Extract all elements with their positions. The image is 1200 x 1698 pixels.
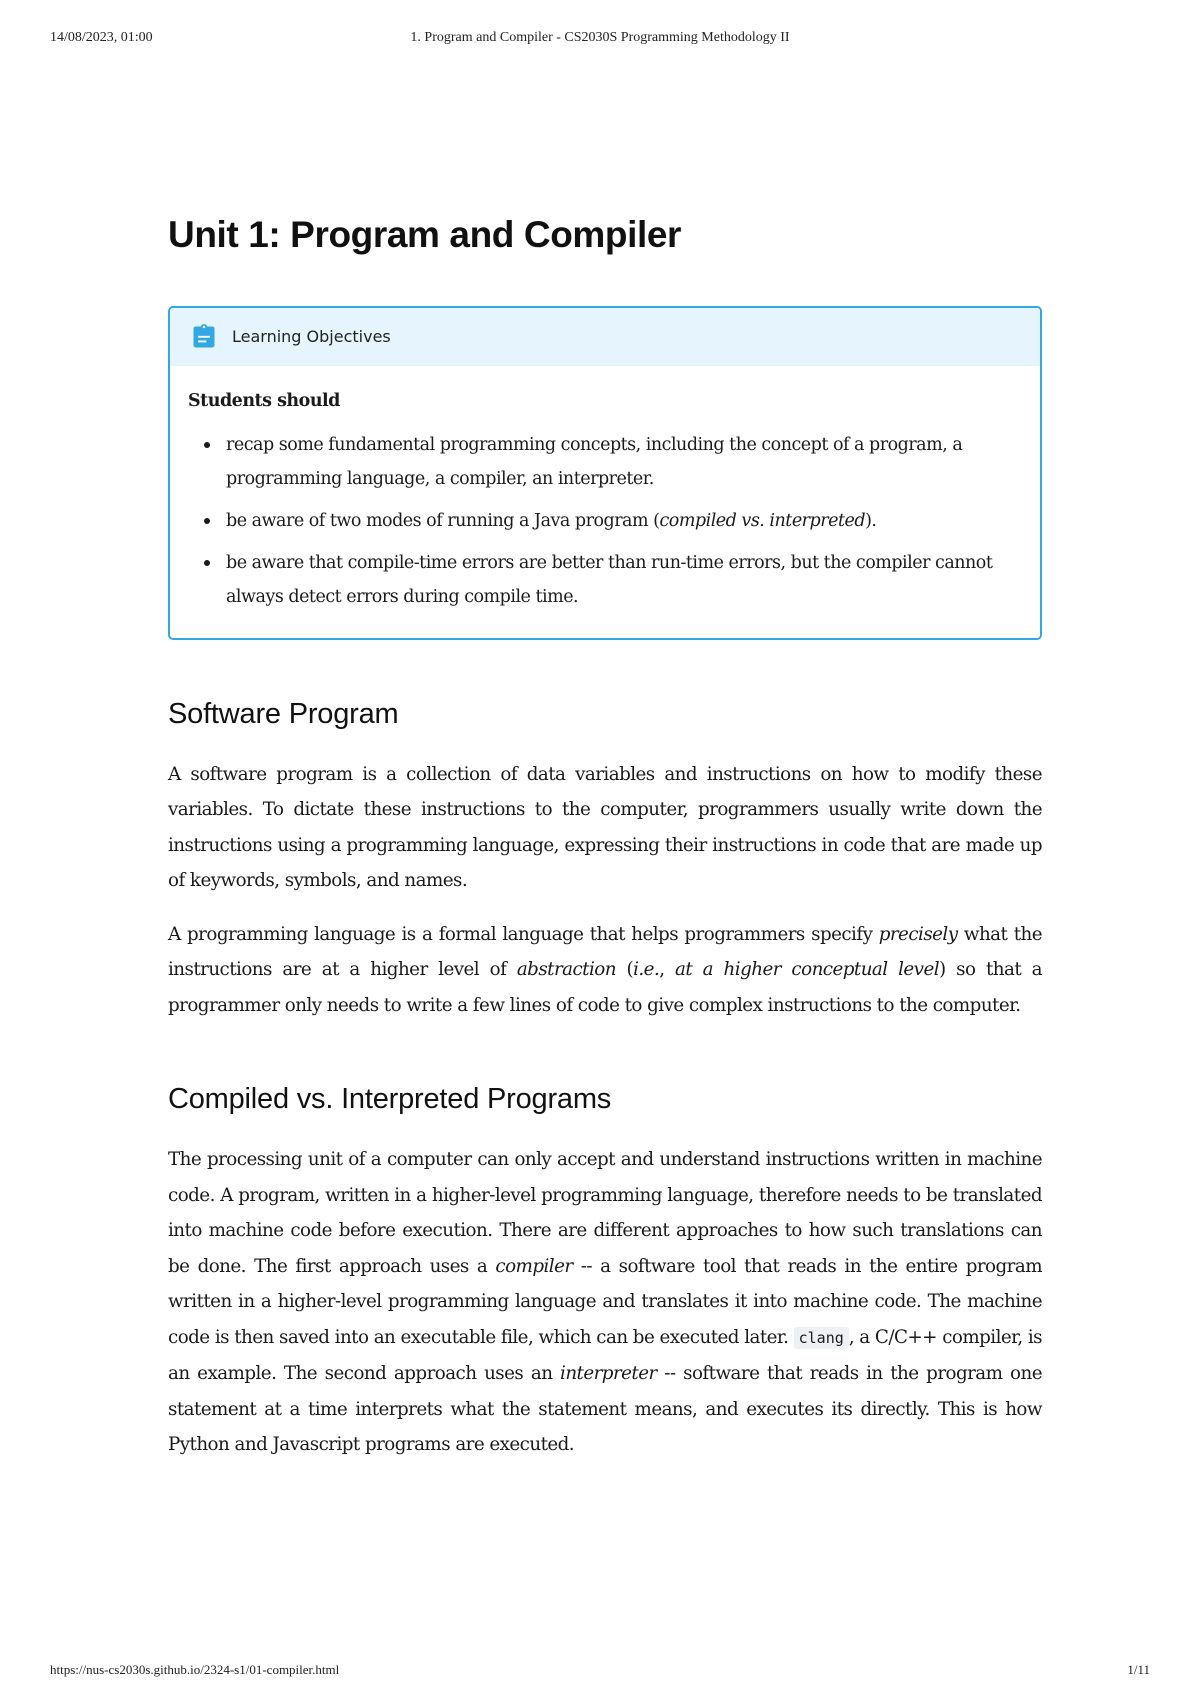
clipboard-icon [190,323,218,351]
learning-objectives-body [170,366,1040,638]
paragraph-text: A programming language is a formal language that helps programmers specify [168,923,879,945]
learning-objectives-box [168,306,1042,640]
inline-code-clang: clang [794,1327,849,1349]
page-title: Unit 1: Program and Compiler [168,214,682,255]
bullet-dot [204,442,210,448]
page-url: https://nus-cs2030s.github.io/2324-s1/01-compiler.html [50,1662,340,1677]
section-heading-software-program: Software Program [168,697,399,730]
paragraph-text: , a C/C++ compiler, is an example. The second approach uses an [168,1326,1042,1385]
section-heading-compiled-vs-interpreted: Compiled vs. Interpreted Programs [168,1083,612,1116]
objective-item [188,504,1020,538]
paragraph-text: , [659,959,675,981]
learning-objectives-header [170,308,1040,366]
paragraph-text: -- a software tool that reads in the entire program written in a higher-level programming language and translates it into machine code. The machine code is then saved into an executable file, which can be executed later. [168,1255,1042,1348]
emphasis-text: interpreter [560,1363,657,1385]
objective-item [188,546,1020,614]
bullet-dot [204,518,210,524]
objectives-list [188,428,1020,614]
emphasis-text: i.e. [633,959,660,981]
objective-text: ). [865,510,877,531]
paragraph-text: The processing unit of a computer can only accept and understand instructions written in machine code. A program, written in a higher-level programming language, therefore needs to be translated into machine code before execution. There are different approaches to how such translations can be done. The first approach uses a [168,1149,1042,1277]
objective-text: be aware of two modes of running a Java program ( [226,510,660,531]
compiled-vs-interpreted-paragraph [168,1142,1042,1463]
objective-item [188,428,1020,496]
page-content [168,215,1042,1463]
paragraph-text: -- software that reads in the program one statement at a time interprets what the statement means, and executes its directly. This is how Python and Javascript programs are executed. [168,1363,1042,1456]
software-program-paragraph-1 [168,757,1042,899]
objective-text: be aware that compile-time errors are better than run-time errors, but the compiler cannot always detect errors during compile time. [226,552,993,607]
objective-text: recap some fundamental programming concepts, including the concept of a program, a programming language, a compiler, an interpreter. [226,434,963,489]
software-program-paragraph-2 [168,917,1042,1024]
page-number: 1/11 [1127,1662,1150,1677]
print-footer [50,1662,1150,1682]
learning-objectives-title: Learning Objectives [232,327,391,347]
objective-emphasis: compiled vs. interpreted [659,510,866,531]
emphasis-text: precisely [878,923,958,945]
paragraph-text: what the instructions are at a higher level of [168,923,1042,981]
print-document-title: 1. Program and Compiler - CS2030S Programming Methodology II [410,30,790,45]
print-header [50,30,1150,50]
bullet-dot [204,560,210,566]
paragraph-text: A software program is a collection of data variables and instructions on how to modify these variables. To dictate these instructions to the computer, programmers usually write down the instructions using a programming language, expressing their instructions in code that are made up of keywords, symbols, and names. [168,763,1042,892]
paragraph-text: ( [615,959,634,981]
emphasis-text: compiler [495,1255,573,1277]
paragraph-text: ) so that a programmer only needs to write a few lines of code to give complex instructions to the computer. [168,959,1043,1016]
print-date: 14/08/2023, 01:00 [50,30,153,45]
emphasis-text: at a higher conceptual level [674,959,940,981]
objectives-lead: Students should [188,390,340,411]
emphasis-text: abstraction [516,959,616,981]
